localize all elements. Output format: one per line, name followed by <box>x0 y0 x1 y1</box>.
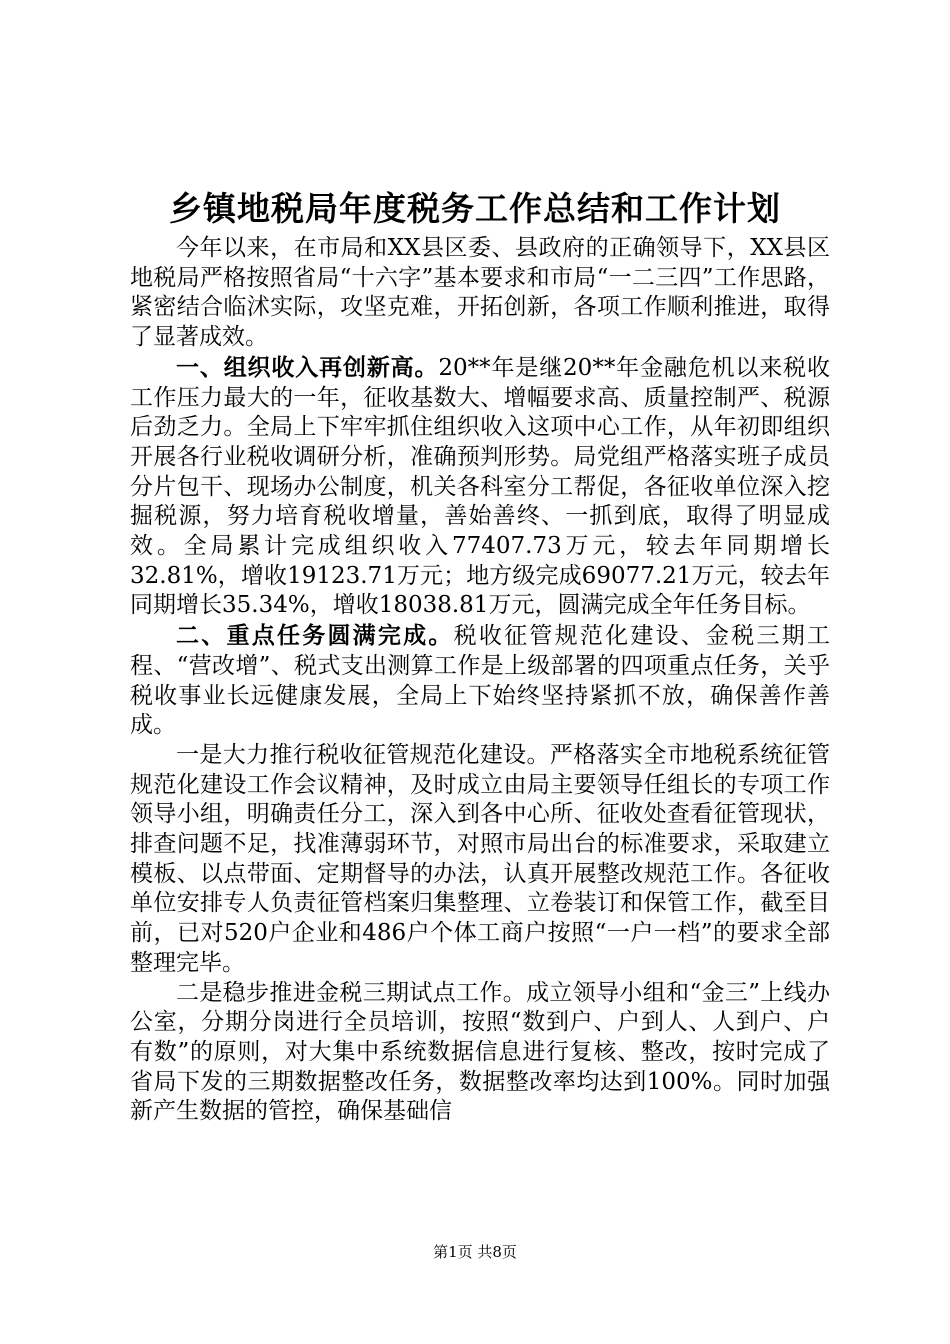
paragraph-item-2 <box>130 979 830 1128</box>
paragraph-section-2 <box>130 621 830 741</box>
section-1-text: 20**年是继20**年金融危机以来税收工作压力最大的一年，征收基数大、增幅要求高、质量控制严、税源后劲乏力。全局上下牢牢抓住组织收入这项中心工作，从年初即组织开展各行业税收调研分析，准确预判形势。局党组严格落实班子成员分片包干、现场办公制度，机关各科室分工帮促，各征收单位深入挖掘税源，努力培育税收增量，善始善终、一抓到底，取得了明显成效。全局累计完成组织收入77407.73万元，较去年同期增长32.81%，增收19123.71万元；地方级完成69077.21万元，较去年同期增长35.34%，增收18038.81万元，圆满完成全年任务目标。 <box>130 354 830 619</box>
document-body <box>130 234 830 1127</box>
paragraph-intro <box>130 234 830 353</box>
paragraph-section-1 <box>130 353 830 621</box>
paragraph-item-1 <box>130 741 830 979</box>
document-title: 乡镇地税局年度税务工作总结和工作计划 <box>169 189 781 228</box>
page-number-footer: 第1页 共8页 <box>433 1243 517 1261</box>
paragraph-intro-text: 今年以来，在市局和XX县区委、县政府的正确领导下，XX县区地税局严格按照省局“十六字”基本要求和市局“一二三四”工作思路，紧密结合临沭实际，攻坚克难，开拓创新，各项工作顺利推进，取得了显著成效。 <box>130 235 830 351</box>
section-2-heading: 二、重点任务圆满完成。 <box>176 622 454 650</box>
section-1-heading: 一、组织收入再创新高。 <box>176 353 439 381</box>
section-2-text: 税收征管规范化建设、金税三期工程、“营改增”、税式支出测算工作是上级部署的四项重点任务，关乎税收事业长远健康发展，全局上下始终坚持紧抓不放，确保善作善成。 <box>130 623 831 739</box>
item-2-text: 二是稳步推进金税三期试点工作。成立领导小组和“金三”上线办公室，分期分岗进行全员培训，按照“数到户、户到人、人到户、户有数”的原则，对大集中系统数据信息进行复核、整改，按时完成了省局下发的三期数据整改任务，数据整改率均达到100%。同时加强新产生数据的管控，确保基础信 <box>130 979 830 1125</box>
item-1-text: 一是大力推行税收征管规范化建设。严格落实全市地税系统征管规范化建设工作会议精神，及时成立由局主要领导任组长的专项工作领导小组，明确责任分工，深入到各中心所、征收处查看征管现状，排查问题不足，找准薄弱环节，对照市局出台的标准要求，采取建立模板、以点带面、定期督导的办法，认真开展整改规范工作。各征收单位安排专人负责征管档案归集整理、立卷装订和保管工作，截至目前，已对520户企业和486户个体工商户按照“一户一档”的要求全部整理完毕。 <box>130 741 830 976</box>
